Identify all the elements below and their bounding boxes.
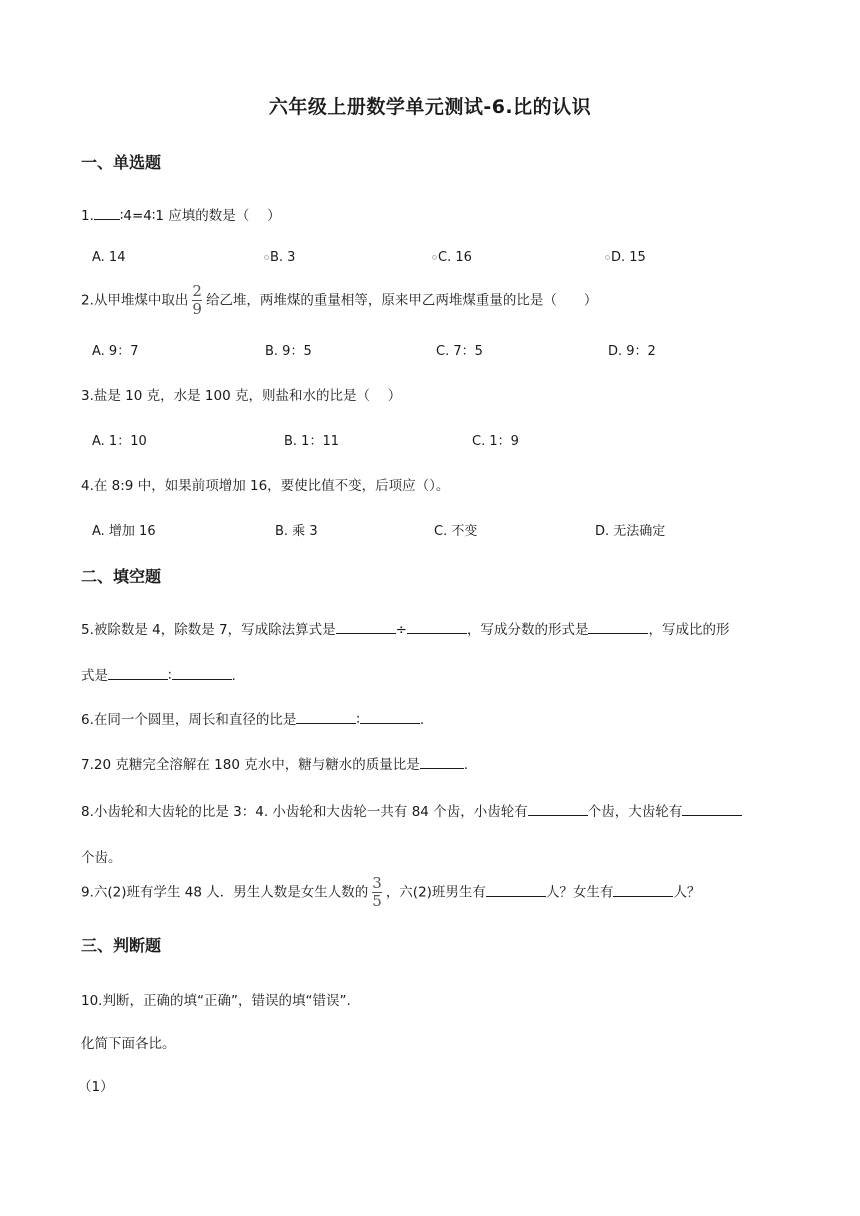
section-heading-true-false: 三、判断题: [81, 936, 162, 955]
answer-blank: [108, 666, 168, 680]
question-1-options: [92, 250, 792, 270]
question-10-instruction: 化简下面各比。: [81, 1036, 176, 1052]
fraction: $\frac{2}{9}$: [192, 282, 202, 318]
option-b[interactable]: B. 乘 3: [275, 524, 318, 539]
question-4: 4.在 8:9 中，如果前项增加 16，要使比值不变，后项应（）。: [81, 478, 450, 494]
question-1-text: ∶4=4∶1 应填的数是（ ）: [119, 208, 281, 224]
option-c[interactable]: C. 16: [432, 250, 472, 265]
question-7: 7.20 克糖完全溶解在 180 克水中，糖与糖水的质量比是 .: [81, 757, 468, 773]
option-d[interactable]: D. 无法确定: [595, 524, 666, 539]
option-b[interactable]: B. 3: [264, 250, 295, 265]
option-a[interactable]: A. 增加 16: [92, 524, 156, 539]
answer-blank: [360, 710, 420, 724]
radio-marker-icon: [264, 255, 269, 260]
question-1: [81, 204, 281, 224]
question-2-prefix: 2.从甲堆煤中取出: [81, 292, 189, 309]
radio-marker-icon: [605, 255, 610, 260]
option-d[interactable]: D. 15: [605, 250, 646, 265]
question-3-options: [92, 430, 792, 450]
question-9: 9.六(2)班有学生 48 人．男生人数是女生人数的 $\frac{3}{5}$ ，六(2)班男生有 人？女生有 人？: [81, 874, 701, 910]
answer-blank: [94, 206, 120, 220]
page-title: 六年级上册数学单元测试-6.比的认识: [268, 96, 592, 118]
option-a[interactable]: A. 9：7: [92, 344, 139, 359]
section-heading-fill-blank: 二、填空题: [81, 567, 162, 586]
answer-blank: [682, 802, 742, 816]
question-5-continued: 式是 ∶ .: [81, 668, 236, 684]
question-2-text: 给乙堆，两堆煤的重量相等，原来甲乙两堆煤重量的比是（ ）: [205, 292, 598, 309]
question-1-number: 1.: [81, 208, 94, 224]
answer-blank: [407, 620, 467, 634]
fraction: $\frac{3}{5}$: [372, 874, 382, 910]
answer-blank: [172, 666, 232, 680]
option-a[interactable]: A. 14: [92, 250, 126, 265]
question-10: 10.判断，正确的填“正确”，错误的填“错误”.: [81, 993, 351, 1009]
option-c[interactable]: C. 7：5: [436, 344, 483, 359]
option-a[interactable]: A. 1：10: [92, 434, 147, 449]
question-4-options: [92, 520, 792, 540]
question-2-options: [92, 340, 792, 360]
option-c[interactable]: C. 1：9: [472, 434, 519, 449]
radio-marker-icon: [432, 255, 437, 260]
question-10-part-1: （1）: [78, 1079, 114, 1095]
answer-blank: [528, 802, 588, 816]
answer-blank: [613, 883, 673, 897]
question-6: 6.在同一个圆里，周长和直径的比是 ∶ .: [81, 712, 425, 728]
answer-blank: [420, 755, 464, 769]
answer-blank: [296, 710, 356, 724]
question-8-continued: 个齿。: [81, 850, 122, 866]
question-2: [81, 284, 597, 317]
question-5: 5.被除数是 4，除数是 7，写成除法算式是 ÷ ，写成分数的形式是 ，写成比的形: [81, 622, 730, 638]
answer-blank: [486, 883, 546, 897]
option-c[interactable]: C. 不变: [434, 524, 478, 539]
option-d[interactable]: D. 9：2: [608, 344, 656, 359]
question-3: 3.盐是 10 克，水是 100 克，则盐和水的比是（ ）: [81, 388, 402, 404]
option-b[interactable]: B. 9：5: [265, 344, 312, 359]
option-b[interactable]: B. 1：11: [284, 434, 339, 449]
section-heading-single-choice: 一、单选题: [81, 153, 162, 172]
answer-blank: [336, 620, 396, 634]
answer-blank: [588, 620, 648, 634]
question-8: 8.小齿轮和大齿轮的比是 3：4. 小齿轮和大齿轮一共有 84 个齿，小齿轮有 个齿，大齿轮有: [81, 800, 742, 820]
